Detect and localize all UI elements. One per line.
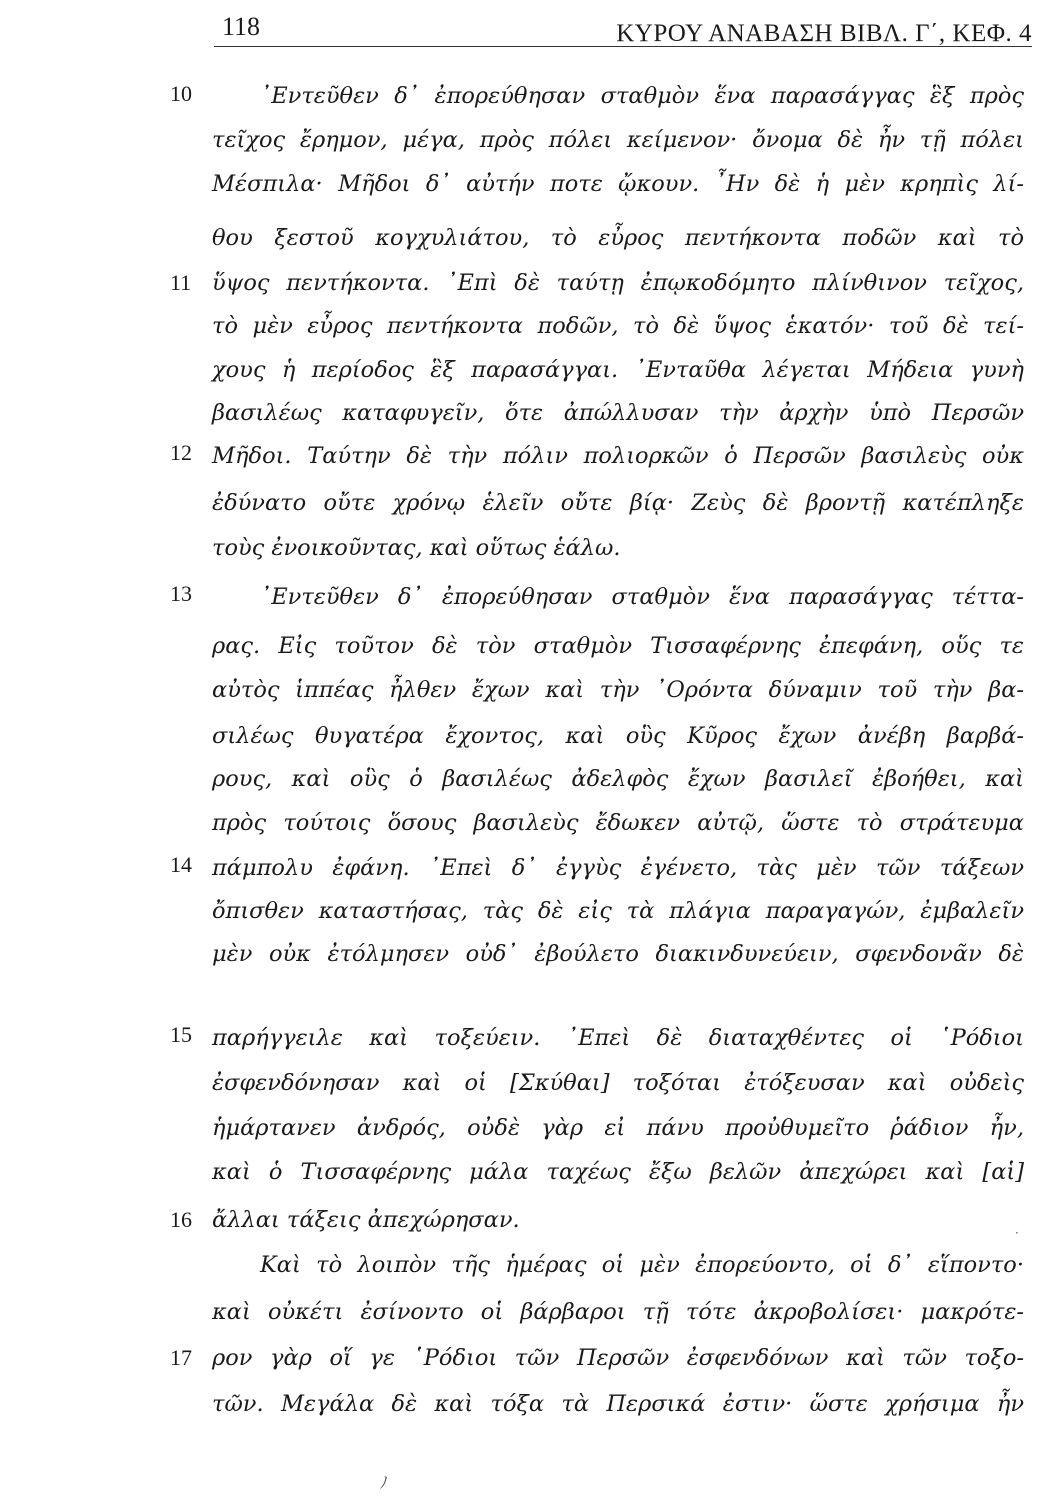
text-line: ρον γὰρ οἵ γε ῾Ρόδιοι τῶν Περσῶν ἐσφενδόνων καὶ τῶν τοξο- (212, 1345, 1024, 1371)
print-speck: ﾉ (380, 1473, 389, 1492)
text-line: ᾿Εντεῦθεν δ᾿ ἐπορεύθησαν σταθμὸν ἕνα παρασάγγας ἓξ πρὸς (260, 83, 1024, 109)
text-line: μὲν οὐκ ἐτόλμησεν οὐδ᾿ ἐβούλετο διακινδυνεύειν, σφενδονᾶν δὲ (212, 941, 1024, 967)
text-line: Μῆδοι. Ταύτην δὲ τὴν πόλιν πολιορκῶν ὁ Περσῶν βασιλεὺς οὐκ (212, 443, 1024, 469)
text-line: ἄλλαι τάξεις ἀπεχώρησαν. (212, 1207, 520, 1233)
text-line: τοὺς ἐνοικοῦντας, καὶ οὕτως ἑάλω. (212, 535, 621, 561)
section-number: 13 (170, 581, 192, 606)
text-line: θου ξεστοῦ κογχυλιάτου, τὸ εὖρος πεντήκοντα ποδῶν καὶ τὸ (212, 225, 1024, 251)
text-line: σιλέως θυγατέρα ἔχοντος, καὶ οὓς Κῦρος ἔχων ἀνέβη βαρβά- (212, 723, 1024, 749)
text-line: ἐδύνατο οὔτε χρόνῳ ἑλεῖν οὔτε βίᾳ· Ζεὺς δὲ βροντῇ κατέπληξε (212, 490, 1024, 516)
text-line: χους ἡ περίοδος ἓξ παρασάγγαι. ᾿Ενταῦθα λέγεται Μήδεια γυνὴ (212, 357, 1024, 383)
text-line: Μέσπιλα· Μῆδοι δ᾿ αὐτήν ποτε ᾤκουν. ῏Ην δὲ ἡ μὲν κρηπὶς λί- (212, 171, 1024, 197)
section-number: 12 (170, 440, 192, 465)
section-number: 15 (170, 1022, 192, 1047)
text-line: ᾿Εντεῦθεν δ᾿ ἐπορεύθησαν σταθμὸν ἕνα παρασάγγας τέττα- (260, 584, 1024, 610)
text-line: καὶ οὐκέτι ἐσίνοντο οἱ βάρβαροι τῇ τότε ἀκροβολίσει· μακρότε- (212, 1299, 1024, 1325)
running-head: ΚΥΡΟΥ ΑΝΑΒΑΣΗ ΒΙΒΛ. Γ΄, ΚΕΦ. 4 (616, 20, 1032, 47)
text-line: Καὶ τὸ λοιπὸν τῆς ἡμέρας οἱ μὲν ἐπορεύοντο, οἱ δ᾿ εἵποντο· (260, 1252, 1024, 1278)
text-line: τῶν. Μεγάλα δὲ καὶ τόξα τὰ Περσικά ἐστιν· ὥστε χρήσιμα ἦν (212, 1391, 1024, 1417)
text-line: παρήγγειλε καὶ τοξεύειν. ᾿Επεὶ δὲ διαταχθέντες οἱ ῾Ρόδιοι (212, 1025, 1024, 1051)
section-number: 16 (170, 1207, 192, 1232)
text-line: βασιλέως καταφυγεῖν, ὅτε ἀπώλλυσαν τὴν ἀρχὴν ὑπὸ Περσῶν (212, 400, 1024, 426)
text-line: καὶ ὁ Τισσαφέρνης μάλα ταχέως ἔξω βελῶν ἀπεχώρει καὶ [αἱ] (212, 1159, 1024, 1185)
text-line: ὄπισθεν καταστήσας, τὰς δὲ εἰς τὰ πλάγια παραγαγών, ἐμβαλεῖν (212, 898, 1024, 924)
text-line: τεῖχος ἔρημον, μέγα, πρὸς πόλει κείμενον· ὄνομα δὲ ἦν τῇ πόλει (212, 127, 1024, 153)
text-line: ἡμάρτανεν ἀνδρός, οὐδὲ γὰρ εἰ πάνυ προὐθυμεῖτο ῥάδιον ἦν, (212, 1115, 1024, 1141)
section-number: 14 (170, 852, 192, 877)
text-line: αὐτὸς ἱππέας ἦλθεν ἔχων καὶ τὴν ᾿Ορόντα δύναμιν τοῦ τὴν βα- (212, 677, 1024, 703)
section-number: 10 (170, 81, 192, 106)
text-line: ρους, καὶ οὓς ὁ βασιλέως ἀδελφὸς ἔχων βασιλεῖ ἐβοήθει, καὶ (212, 766, 1024, 792)
print-speck: · (1015, 1226, 1019, 1240)
section-number: 11 (170, 270, 192, 295)
text-line: τὸ μὲν εὖρος πεντήκοντα ποδῶν, τὸ δὲ ὕψος ἑκατόν· τοῦ δὲ τεί- (212, 313, 1024, 339)
text-line: ἐσφενδόνησαν καὶ οἱ [Σκύθαι] τοξόται ἐτόξευσαν καὶ οὐδεὶς (212, 1070, 1024, 1096)
page-number: 118 (222, 12, 261, 41)
section-number: 17 (170, 1345, 192, 1370)
text-line: ρας. Εἰς τοῦτον δὲ τὸν σταθμὸν Τισσαφέρνης ἐπεφάνη, οὕς τε (212, 633, 1024, 659)
text-line: ὕψος πεντήκοντα. ᾿Επὶ δὲ ταύτῃ ἐπῳκοδόμητο πλίνθινον τεῖχος, (212, 270, 1024, 296)
text-line: πρὸς τούτοις ὅσους βασιλεὺς ἔδωκεν αὐτῷ, ὥστε τὸ στράτευμα (212, 810, 1024, 836)
text-line: πάμπολυ ἐφάνη. ᾿Επεὶ δ᾿ ἐγγὺς ἐγένετο, τὰς μὲν τῶν τάξεων (212, 855, 1024, 881)
